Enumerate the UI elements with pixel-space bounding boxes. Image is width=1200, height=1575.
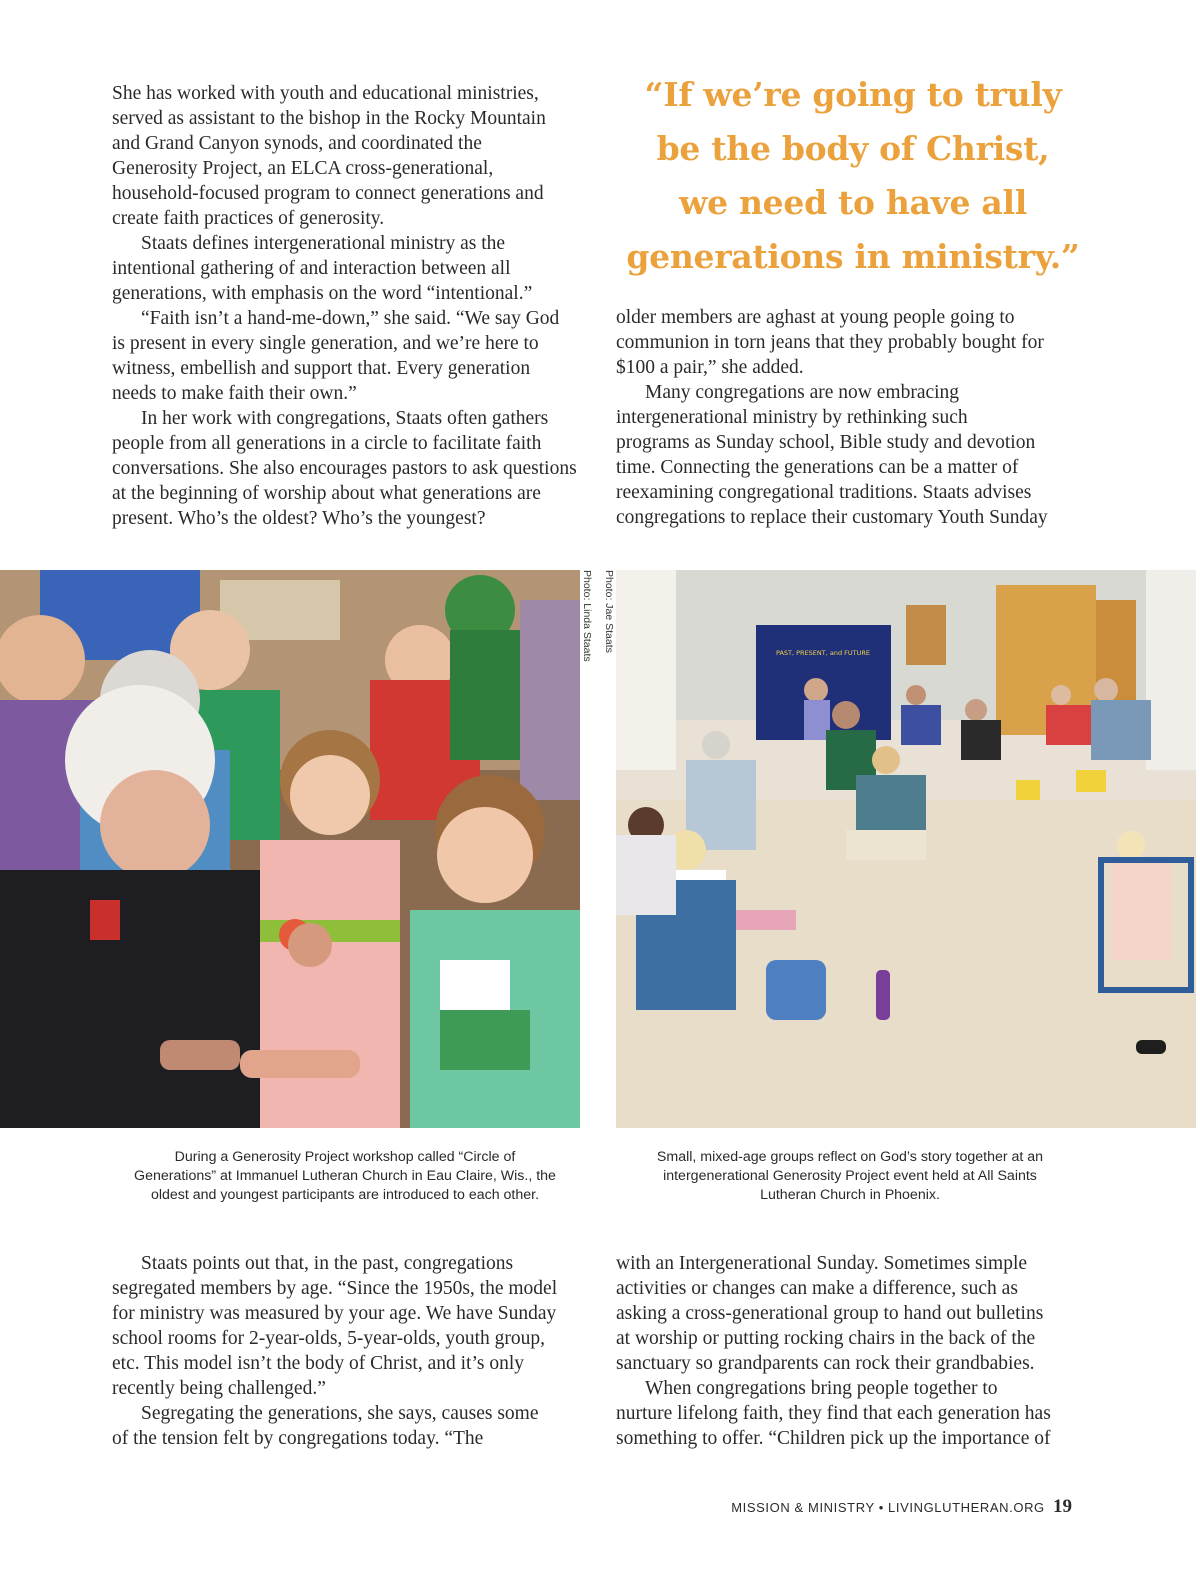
text-line: conversations. She also encourages pastors to ask questions <box>112 458 577 479</box>
text-line: When congregations bring people together to <box>645 1378 998 1399</box>
photo-elder-greets-children <box>0 570 580 1128</box>
text-line: sanctuary so grandparents can rock their grandbabies. <box>616 1353 1035 1374</box>
text-line: is present in every single generation, and we’re here to <box>112 333 539 354</box>
pull-quote-line: be the body of Christ, <box>656 129 1050 168</box>
text-line: needs to make faith their own.” <box>112 383 357 404</box>
caption-line: intergenerational Generosity Project event held at All Saints <box>663 1168 1037 1184</box>
text-line: activities or changes can make a difference, such as <box>616 1278 1018 1299</box>
caption-line: oldest and youngest participants are introduced to each other. <box>150 1187 540 1203</box>
text-line: Many congregations are now embracing <box>645 382 960 403</box>
text-line: school rooms for 2-year-olds, 5-year-olds, youth group, <box>112 1328 545 1349</box>
text-line: household-focused program to connect generations and <box>112 183 544 204</box>
pull-quote-line: generations in ministry.” <box>626 237 1080 276</box>
text-line: something to offer. “Children pick up the importance of <box>616 1428 1051 1449</box>
text-line: Generosity Project, an ELCA cross-generational, <box>112 158 494 179</box>
body-column-bottom-right <box>616 1251 1096 1451</box>
text-line: people from all generations in a circle to facilitate faith <box>112 433 542 454</box>
caption-line: Generations” at Immanuel Lutheran Church in Eau Claire, Wis., the <box>134 1168 556 1184</box>
text-line: She has worked with youth and educational ministries, <box>112 83 539 104</box>
paragraph <box>112 1401 592 1451</box>
text-line: of the tension felt by congregations today. “The <box>112 1428 484 1449</box>
text-line: etc. This model isn’t the body of Christ, and it’s only <box>112 1353 525 1374</box>
caption-line: Small, mixed-age groups reflect on God’s story together at an <box>656 1149 1044 1165</box>
text-line: segregated members by age. “Since the 1950s, the model <box>112 1278 558 1299</box>
text-line: and Grand Canyon synods, and coordinated the <box>112 133 482 154</box>
text-line: $100 a pair,” she added. <box>616 357 804 378</box>
paragraph <box>616 1376 1096 1451</box>
page-number: 19 <box>1053 1496 1072 1517</box>
text-line: reexamining congregational traditions. Staats advises <box>616 482 1032 503</box>
paragraph <box>112 306 582 406</box>
caption-right <box>610 1148 1090 1205</box>
photo-credit-left: Photo: Linda Staats <box>581 570 593 662</box>
text-line: at the beginning of worship about what generations are <box>112 483 541 504</box>
paragraph <box>616 380 1096 530</box>
page-footer <box>731 1496 1072 1518</box>
text-line: recently being challenged.” <box>112 1378 326 1399</box>
photo-credit-right: Photo: Jae Staats <box>603 570 615 653</box>
footer-section: MISSION & MINISTRY • LIVINGLUTHERAN.ORG <box>731 1500 1045 1515</box>
photo-left-illustration <box>0 570 580 1128</box>
paragraph <box>112 1251 592 1401</box>
text-line: In her work with congregations, Staats often gathers <box>141 408 549 429</box>
photo-small-groups <box>616 570 1196 1128</box>
body-column-bottom-left <box>112 1251 592 1451</box>
caption-line: During a Generosity Project workshop called “Circle of <box>174 1149 516 1165</box>
caption-left <box>100 1148 590 1205</box>
text-line: generations, with emphasis on the word “intentional.” <box>112 283 533 304</box>
caption-line: Lutheran Church in Phoenix. <box>760 1187 940 1203</box>
text-line: create faith practices of generosity. <box>112 208 385 229</box>
text-line: present. Who’s the oldest? Who’s the youngest? <box>112 508 486 529</box>
body-column-top-right <box>616 305 1096 530</box>
text-line: intergenerational ministry by rethinking such <box>616 407 968 428</box>
body-column-top-left <box>112 81 582 531</box>
pull-quote-line: we need to have all <box>679 183 1027 222</box>
text-line: older members are aghast at young people going to <box>616 307 1015 328</box>
pull-quote <box>618 68 1088 284</box>
text-line: Segregating the generations, she says, causes some <box>141 1403 539 1424</box>
paragraph <box>112 81 582 231</box>
text-line: Staats points out that, in the past, congregations <box>141 1253 514 1274</box>
text-line: for ministry was measured by your age. We have Sunday <box>112 1303 557 1324</box>
paragraph <box>112 406 582 531</box>
text-line: congregations to replace their customary Youth Sunday <box>616 507 1048 528</box>
text-line: witness, embellish and support that. Every generation <box>112 358 531 379</box>
text-line: time. Connecting the generations can be a matter of <box>616 457 1019 478</box>
photo-right-illustration <box>616 570 1196 1128</box>
text-line: “Faith isn’t a hand-me-down,” she said. “We say God <box>141 308 560 329</box>
paragraph <box>616 305 1096 380</box>
board-text: PAST, PRESENT, and FUTURE <box>775 649 871 657</box>
text-line: programs as Sunday school, Bible study and devotion <box>616 432 1036 453</box>
text-line: with an Intergenerational Sunday. Sometimes simple <box>616 1253 1028 1274</box>
text-line: at worship or putting rocking chairs in the back of the <box>616 1328 1036 1349</box>
text-line: asking a cross-generational group to hand out bulletins <box>616 1303 1044 1324</box>
text-line: nurture lifelong faith, they find that each generation has <box>616 1403 1051 1424</box>
text-line: communion in torn jeans that they probably bought for <box>616 332 1044 353</box>
text-line: intentional gathering of and interaction between all <box>112 258 511 279</box>
text-line: served as assistant to the bishop in the Rocky Mountain <box>112 108 546 129</box>
paragraph <box>112 231 582 306</box>
paragraph <box>616 1251 1096 1376</box>
pull-quote-line: “If we’re going to truly <box>644 75 1062 114</box>
text-line: Staats defines intergenerational ministry as the <box>141 233 506 254</box>
